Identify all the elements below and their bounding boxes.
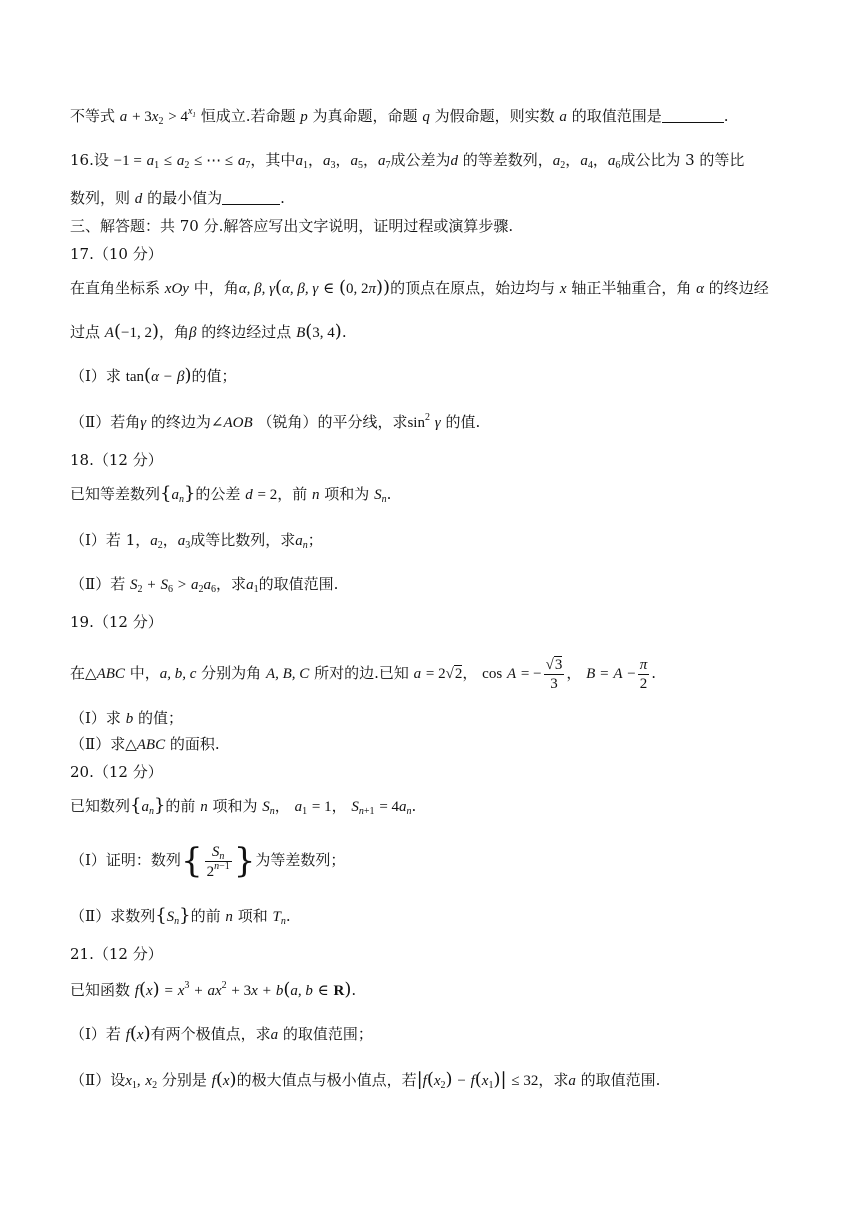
text: 轴正半轴重合，角 xyxy=(571,279,692,297)
text: ，角 xyxy=(159,323,190,341)
text: 的取值范围是 xyxy=(571,107,662,125)
text: 成公比为 3 的等比 xyxy=(620,151,745,169)
q17-part-1: （Ⅰ）求 tan(α − β)的值； xyxy=(70,365,237,386)
text: . xyxy=(280,189,285,207)
q17-part-2: （Ⅱ）若角γ 的终边为∠AOB （锐角）的平分线，求$\sin^2 \gamma$ 的值. xyxy=(70,412,481,431)
q15-tail-line: 不等式 $a + 3x_2 > 4^{x_1}$ 恒成立.若命题 p 为真命题，命题 q 为假命题，则实数 a 的取值范围是 . xyxy=(70,106,729,127)
text: （Ⅰ）求 xyxy=(70,367,121,385)
text: 分别为角 xyxy=(201,664,262,682)
text: 为真命题，命题 xyxy=(312,107,418,125)
text: . xyxy=(723,107,729,125)
text: 的终边经过点 xyxy=(201,323,292,341)
text: . xyxy=(341,323,347,341)
q17-line-2: 过点 A(−1, 2)，角β 的终边经过点 B(3, 4). xyxy=(70,321,347,342)
text: ，求 xyxy=(216,575,247,593)
section-3-heading: 三、解答题：共 70 分.解答应写出文字说明，证明过程或演算步骤. xyxy=(70,217,514,235)
text: 的取值范围. xyxy=(258,575,339,593)
q20-part-2: （Ⅱ）求数列$\{S_n\}$的前 n 项和 $T_n$. xyxy=(70,905,291,927)
text: ， xyxy=(566,664,582,682)
text: 已知函数 xyxy=(70,981,131,999)
text: （Ⅰ）若 1， xyxy=(70,531,151,549)
text: 的极大值点与极小值点，若 xyxy=(236,1071,417,1089)
text: 成公差为 xyxy=(390,151,451,169)
text: ； xyxy=(307,531,323,549)
text: 项和 xyxy=(237,907,268,925)
text: 的取值范围； xyxy=(282,1025,373,1043)
text: （Ⅱ）求数列 xyxy=(70,907,156,925)
q17-header: 17.（10 分） xyxy=(70,245,163,263)
q20-header: 20.（12 分） xyxy=(70,763,163,781)
q19-part-1: （Ⅰ）求 b 的值； xyxy=(70,709,184,727)
text: （Ⅱ）设 xyxy=(70,1071,126,1089)
q21-line-1: 已知函数 $f(x) = x^3 + ax^2 + 3x + b(a$, b ∈ R). xyxy=(70,979,357,1000)
text: （Ⅰ）证明：数列 xyxy=(70,851,181,869)
q21-part-1: （Ⅰ）若 f(x)有两个极值点，求a 的取值范围； xyxy=(70,1023,373,1044)
text: 的前 xyxy=(190,907,221,925)
text: 已知等差数列 xyxy=(70,485,161,503)
q16-line-1: 16.设 $-1 = a_1 \le a_2$ ≤ ⋯ ≤ $a_7$，其中$a_1$，$a_3$，$a_5$，$a_7$成公差为d 的等差数列，$a_2$，$a_4$，$a_6$成公比为 3 的等比 xyxy=(70,151,745,171)
q18-line-1: 已知等差数列$\{a_n\}$的公差 d = 2，前 n 项和为 $S_n$. xyxy=(70,483,392,505)
text: 的值； xyxy=(191,367,237,385)
q17-line-1: 在直角坐标系 xOy 中，角α, β, γ(α, β, γ ∈ (0, 2π))的顶点在原点，始边均与 x 轴正半轴重合，角 α 的终边经 xyxy=(70,277,769,298)
text: （Ⅱ）若 xyxy=(70,575,126,593)
text: . xyxy=(651,664,657,682)
text: （Ⅱ）若角 xyxy=(70,413,141,431)
text: ， xyxy=(331,797,347,815)
q19-part-2: （Ⅱ）求△ABC 的面积. xyxy=(70,735,220,753)
text: 过点 xyxy=(70,323,101,341)
text: . xyxy=(411,797,417,815)
q19-line-1: 在△ABC 中，a, b, c 分别为角 A, B, C 所对的边.已知 a = 2√2， cos A = − $\frac{√3}{3}$ ， B = A − $\frac{\pi}{2}$ . xyxy=(70,656,657,692)
text: 中，角 xyxy=(193,279,239,297)
text: 已知数列 xyxy=(70,797,131,815)
text: 数列，则 xyxy=(70,189,131,207)
answer-blank xyxy=(222,190,280,205)
text: 在 xyxy=(70,664,86,682)
text: 分别是 xyxy=(161,1071,207,1089)
text: 有两个极值点，求 xyxy=(150,1025,271,1043)
q20-line-1: 已知数列$\{a_n\}$的前 n 项和为 $S_n$， $a_1 = 1$， $S_{n+1} = 4a_n$. xyxy=(70,795,417,817)
text: 的面积. xyxy=(169,735,220,753)
text: （锐角）的平分线，求 xyxy=(257,413,408,431)
text: . xyxy=(351,981,357,999)
text: ，求 xyxy=(538,1071,569,1089)
text: 的值. xyxy=(445,413,481,431)
text: . xyxy=(285,907,291,925)
text: ， xyxy=(462,664,478,682)
q18-part-1: （Ⅰ）若 1，$a_2$，$a_3$成等比数列，求$a_n$； xyxy=(70,531,323,551)
question-number: 16.设 xyxy=(70,151,109,169)
text: 项和为 xyxy=(324,485,370,503)
text: 中， xyxy=(129,664,160,682)
text: 项和为 xyxy=(212,797,258,815)
text: 的前 xyxy=(165,797,196,815)
text: ，前 xyxy=(277,485,308,503)
q21-part-2: （Ⅱ）设$x_1$, $x_2$ 分别是 f(x)的极大值点与极小值点，若$|f(x_2) - f(x_1)| \le 32$，求a 的取值范围. xyxy=(70,1069,661,1091)
text: 的取值范围. xyxy=(580,1071,661,1089)
text: 成等比数列，求 xyxy=(190,531,296,549)
text: ， xyxy=(162,531,178,549)
text: 的值； xyxy=(138,709,184,727)
q18-part-2: （Ⅱ）若 $S_2 + S_6 > a_2a_6$，求$a_1$的取值范围. xyxy=(70,575,339,595)
q20-part-1: （Ⅰ）证明：数列{ $\frac{S_n}{2^{n-1}}$ }为等差数列； xyxy=(70,841,346,881)
text: （Ⅰ）求 xyxy=(70,709,121,727)
q19-header: 19.（12 分） xyxy=(70,613,163,631)
text: 恒成立.若命题 xyxy=(200,107,296,125)
text: （Ⅱ）求 xyxy=(70,735,126,753)
text: 的最小值为 xyxy=(147,189,223,207)
text: ，其中 xyxy=(250,151,296,169)
q16-line-2: 数列，则 d 的最小值为 . xyxy=(70,189,285,207)
text: （Ⅰ）若 xyxy=(70,1025,121,1043)
text: 不等式 xyxy=(70,107,116,125)
text: 的公差 xyxy=(195,485,241,503)
text: 的等差数列， xyxy=(462,151,553,169)
text: 的终边经 xyxy=(708,279,769,297)
q18-header: 18.（12 分） xyxy=(70,451,163,469)
q21-header: 21.（12 分） xyxy=(70,945,163,963)
text: . xyxy=(386,485,392,503)
text: ， xyxy=(274,797,290,815)
text: 所对的边.已知 xyxy=(314,664,409,682)
text: 的顶点在原点，始边均与 xyxy=(390,279,556,297)
text: 为假命题，则实数 xyxy=(434,107,555,125)
text: 为等差数列； xyxy=(255,851,346,869)
answer-blank xyxy=(662,108,724,123)
text: 在直角坐标系 xyxy=(70,279,161,297)
text: 的终边为 xyxy=(150,413,211,431)
